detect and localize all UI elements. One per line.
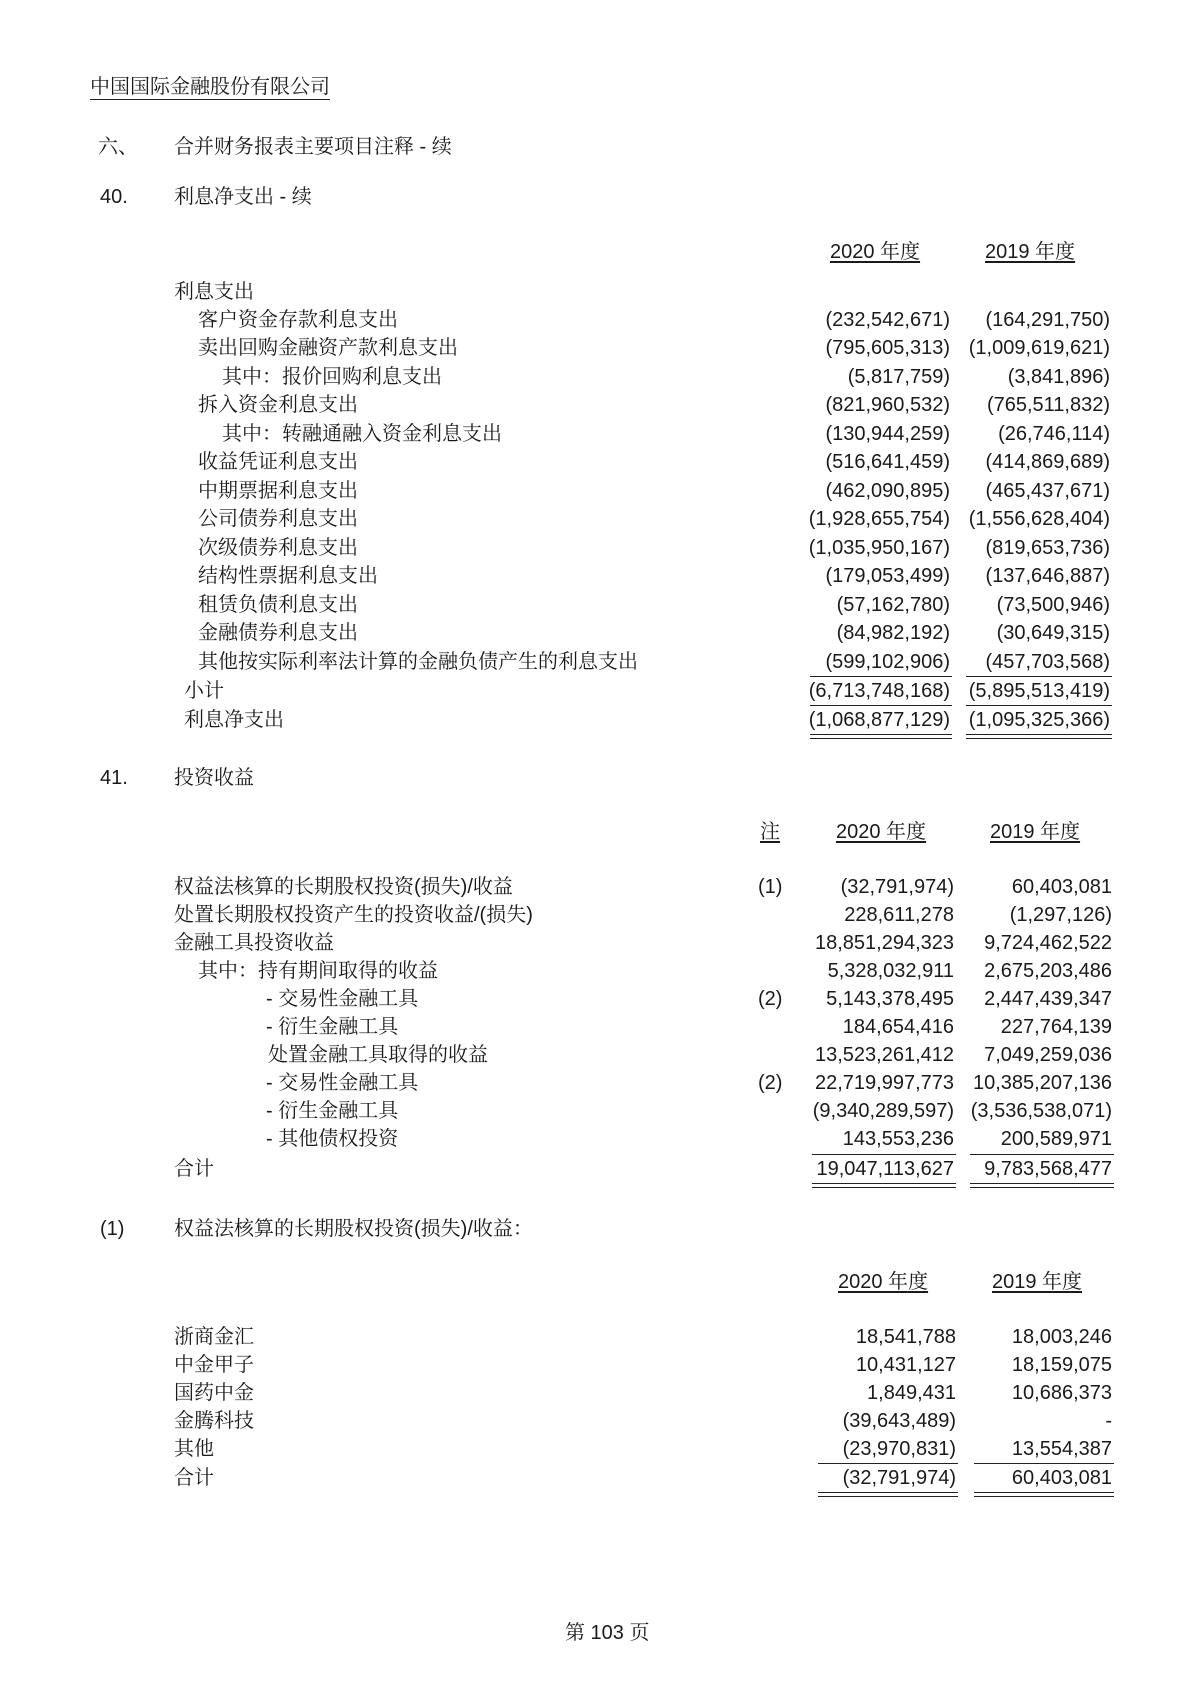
page-number: 第 103 页 <box>565 1622 650 1644</box>
note40-row-2019: (765,511,832) <box>986 394 1110 416</box>
note40-net-rule-2019 <box>966 705 1112 706</box>
note41-1-row-2020: (23,970,831) <box>842 1438 956 1460</box>
note41-1-total-rule-2020 <box>818 1463 958 1464</box>
note40-row-label: 结构性票据利息支出 <box>198 565 378 587</box>
note40-subtotal-rule-2020 <box>810 676 952 677</box>
note41-row-2019: 200,589,971 <box>1000 1128 1112 1150</box>
note41-1-total-2019: 60,403,081 <box>1011 1467 1112 1489</box>
note41-1-row-2020: 10,431,127 <box>855 1354 956 1376</box>
section-title: 合并财务报表主要项目注释 - 续 <box>174 136 452 158</box>
note41-row-label: - 衍生金融工具 <box>266 1016 399 1038</box>
note40-title: 利息净支出 - 续 <box>174 186 312 208</box>
note41-1-col-2019: 2019 年度 <box>992 1271 1083 1293</box>
note40-row-2019: (1,009,619,621) <box>968 337 1110 359</box>
note40-row-2019: (164,291,750) <box>985 309 1110 331</box>
note41-row-2020: (32,791,974) <box>840 876 954 898</box>
note41-row-label: 金融工具投资收益 <box>174 932 334 954</box>
note40-row-2020: (462,090,895) <box>825 480 950 502</box>
note41-col-2019: 2019 年度 <box>990 821 1081 843</box>
note41-row-2019: (3,536,538,071) <box>970 1100 1112 1122</box>
note40-row-label: 卖出回购金融资产款利息支出 <box>198 337 458 359</box>
note41-1-row-label: 国药中金 <box>174 1382 254 1404</box>
note41-row-label: 处置长期股权投资产生的投资收益/(损失) <box>174 904 533 926</box>
note41-row-note: (1) <box>758 876 783 898</box>
note41-total-double-rule-2019 <box>970 1183 1114 1188</box>
note41-1-row-label: 中金甲子 <box>174 1354 254 1376</box>
note41-1-row-2020: 1,849,431 <box>867 1382 956 1404</box>
note41-total-rule-2019 <box>970 1154 1114 1155</box>
note40-row-label: 其中：转融通融入资金利息支出 <box>222 423 502 445</box>
note40-subtotal-2020: (6,713,748,168) <box>808 680 950 702</box>
note41-row-label: - 交易性金融工具 <box>266 988 419 1010</box>
note40-row-2019: (137,646,887) <box>985 565 1110 587</box>
note40-row-label: 客户资金存款利息支出 <box>198 309 398 331</box>
note41-row-2019: (1,297,126) <box>1009 904 1112 926</box>
note41-row-label: - 交易性金融工具 <box>266 1072 419 1094</box>
note40-row-2019: (3,841,896) <box>1007 366 1110 388</box>
note40-row-label: 租赁负债利息支出 <box>198 594 358 616</box>
note40-row-2020: (130,944,259) <box>825 423 950 445</box>
note41-row-label: 其中：持有期间取得的收益 <box>198 960 438 982</box>
note41-row-label: - 其他债权投资 <box>266 1128 399 1150</box>
note40-row-label: 收益凭证利息支出 <box>198 451 358 473</box>
note41-row-note: (2) <box>758 1072 783 1094</box>
note40-row-2019: (465,437,671) <box>985 480 1110 502</box>
note40-subtotal-2019: (5,895,513,419) <box>968 680 1110 702</box>
note41-row-2019: 2,675,203,486 <box>984 960 1112 982</box>
note41-title: 投资收益 <box>174 767 254 789</box>
note41-1-row-label: 浙商金汇 <box>174 1326 254 1348</box>
note40-col-2020: 2020 年度 <box>830 241 921 263</box>
note40-row-label: 其中：报价回购利息支出 <box>222 366 442 388</box>
note41-row-2020: 184,654,416 <box>842 1016 954 1038</box>
note40-number: 40. <box>100 186 128 208</box>
note40-row-2019: (819,653,736) <box>985 537 1110 559</box>
note41-row-2020: 5,143,378,495 <box>826 988 954 1010</box>
note41-total-double-rule-2020 <box>812 1183 956 1188</box>
note41-1-number: (1) <box>100 1218 125 1240</box>
note40-row-2019: (457,703,568) <box>985 651 1110 673</box>
note40-row-label: 次级债券利息支出 <box>198 537 358 559</box>
note41-1-row-2020: (39,643,489) <box>842 1410 956 1432</box>
note41-row-label: - 衍生金融工具 <box>266 1100 399 1122</box>
note41-1-row-2019: - <box>1105 1410 1112 1432</box>
note41-1-total-rule-2019 <box>974 1463 1114 1464</box>
note40-row-label: 金融债券利息支出 <box>198 622 358 644</box>
note41-row-label: 权益法核算的长期股权投资(损失)/收益 <box>174 876 513 898</box>
note41-row-2020: 22,719,997,773 <box>814 1072 954 1094</box>
note41-col-note: 注 <box>760 821 780 843</box>
note41-row-2020: 18,851,294,323 <box>814 932 954 954</box>
note41-row-2020: 5,328,032,911 <box>827 960 954 982</box>
note41-1-row-2019: 18,159,075 <box>1011 1354 1112 1376</box>
note40-row-2019: (1,556,628,404) <box>968 508 1110 530</box>
note41-row-note: (2) <box>758 988 783 1010</box>
company-name: 中国国际金融股份有限公司 <box>90 76 330 98</box>
note40-row-2020: (821,960,532) <box>825 394 950 416</box>
note41-total-rule-2020 <box>812 1154 956 1155</box>
note41-total-2019: 9,783,568,477 <box>984 1158 1112 1180</box>
note40-row-2019: (414,869,689) <box>985 451 1110 473</box>
note41-total-2020: 19,047,113,627 <box>816 1158 954 1180</box>
note41-row-2019: 60,403,081 <box>1011 876 1112 898</box>
note41-1-row-label: 其他 <box>174 1438 214 1460</box>
note40-net-rule-2020 <box>810 705 952 706</box>
note41-row-2019: 7,049,259,036 <box>984 1044 1112 1066</box>
note40-row-2020: (232,542,671) <box>825 309 950 331</box>
note40-row-label: 拆入资金利息支出 <box>198 394 358 416</box>
note40-row-2020: (599,102,906) <box>825 651 950 673</box>
note41-1-row-2019: 13,554,387 <box>1011 1438 1112 1460</box>
note41-1-total-2020: (32,791,974) <box>842 1467 956 1489</box>
note41-1-total-double-rule-2019 <box>974 1492 1114 1497</box>
note41-1-total-double-rule-2020 <box>818 1492 958 1497</box>
note41-row-2019: 227,764,139 <box>1000 1016 1112 1038</box>
note40-row-2020: (795,605,313) <box>825 337 950 359</box>
note40-net-2019: (1,095,325,366) <box>968 709 1110 731</box>
section-number: 六、 <box>98 136 138 158</box>
note41-row-2020: (9,340,289,597) <box>812 1100 954 1122</box>
note41-total-label: 合计 <box>174 1158 214 1180</box>
note40-subtotal-label: 小计 <box>184 680 224 702</box>
note41-row-2020: 143,553,236 <box>842 1128 954 1150</box>
note40-row-2019: (73,500,946) <box>996 594 1110 616</box>
note40-row-2020: (84,982,192) <box>836 622 950 644</box>
note40-net-2020: (1,068,877,129) <box>808 709 950 731</box>
note40-row-label: 其他按实际利率法计算的金融负债产生的利息支出 <box>198 651 638 673</box>
note41-row-2020: 13,523,261,412 <box>814 1044 954 1066</box>
note40-row-label: 公司债券利息支出 <box>198 508 358 530</box>
note41-1-total-label: 合计 <box>174 1467 214 1489</box>
note41-1-row-label: 金腾科技 <box>174 1410 254 1432</box>
note41-1-row-2020: 18,541,788 <box>855 1326 956 1348</box>
note41-row-2020: 228,611,278 <box>844 904 954 926</box>
note40-row-2019: (26,746,114) <box>998 423 1110 445</box>
note40-row-2020: (516,641,459) <box>825 451 950 473</box>
note41-row-2019: 10,385,207,136 <box>972 1072 1112 1094</box>
note41-1-title: 权益法核算的长期股权投资(损失)/收益： <box>174 1218 533 1240</box>
note41-row-label: 处置金融工具取得的收益 <box>268 1044 488 1066</box>
note40-subtotal-rule-2019 <box>966 676 1112 677</box>
note41-1-col-2020: 2020 年度 <box>838 1271 929 1293</box>
note41-row-2019: 2,447,439,347 <box>984 988 1112 1010</box>
note40-row-label: 中期票据利息支出 <box>198 480 358 502</box>
note41-1-row-2019: 18,003,246 <box>1011 1326 1112 1348</box>
note40-col-2019: 2019 年度 <box>985 241 1076 263</box>
note40-row-2020: (57,162,780) <box>836 594 950 616</box>
note40-row-2020: (179,053,499) <box>825 565 950 587</box>
note40-row-2019: (30,649,315) <box>996 622 1110 644</box>
note40-row-2020: (1,928,655,754) <box>808 508 950 530</box>
note40-net-label: 利息净支出 <box>184 709 284 731</box>
note41-col-2020: 2020 年度 <box>836 821 927 843</box>
note41-number: 41. <box>100 767 128 789</box>
note41-1-row-2019: 10,686,373 <box>1011 1382 1112 1404</box>
note40-net-double-rule-2020 <box>810 734 952 739</box>
note41-row-2019: 9,724,462,522 <box>984 932 1112 954</box>
note40-group-label: 利息支出 <box>174 281 254 303</box>
note40-row-2020: (1,035,950,167) <box>808 537 950 559</box>
note40-net-double-rule-2019 <box>966 734 1112 739</box>
note40-row-2020: (5,817,759) <box>847 366 950 388</box>
